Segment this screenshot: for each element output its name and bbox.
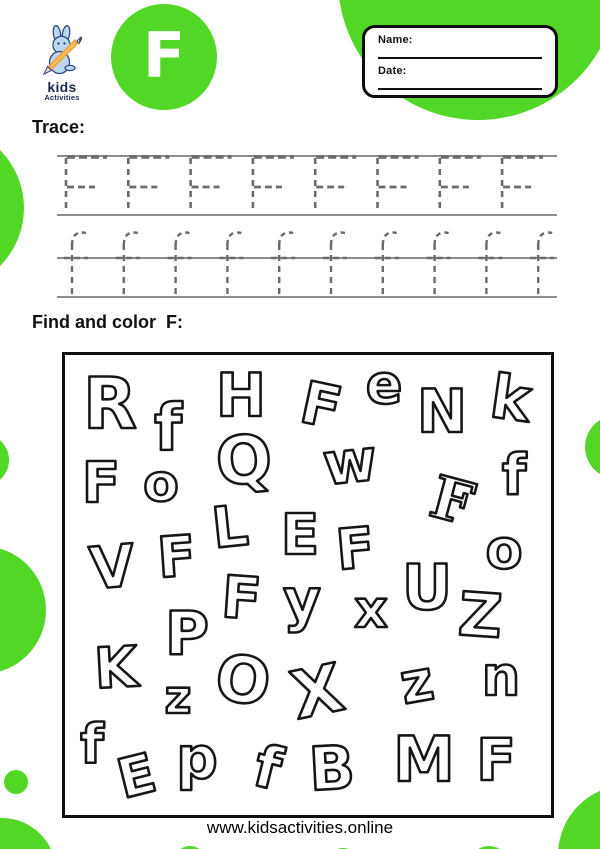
- puzzle-letter-k[interactable]: k: [486, 361, 536, 437]
- puzzle-letter-e[interactable]: e: [365, 355, 403, 416]
- puzzle-letter-f[interactable]: f: [501, 443, 527, 508]
- puzzle-letter-N[interactable]: N: [416, 377, 468, 447]
- puzzle-letter-F[interactable]: F: [476, 726, 516, 794]
- trace-letter-f[interactable]: [168, 233, 192, 296]
- trace-letter-f[interactable]: [116, 233, 140, 296]
- puzzle-letter-U[interactable]: U: [401, 551, 453, 624]
- puzzle-letter-p[interactable]: p: [176, 724, 218, 792]
- trace-letter-f[interactable]: [323, 233, 347, 296]
- decorative-green-circle: [0, 434, 9, 486]
- name-label: Name:: [378, 34, 413, 46]
- puzzle-letter-O[interactable]: O: [210, 640, 276, 722]
- trace-letter-F[interactable]: [128, 157, 169, 213]
- puzzle-letter-E[interactable]: E: [111, 741, 163, 812]
- letter-search-box: [62, 352, 554, 818]
- puzzle-letter-L[interactable]: L: [208, 493, 252, 562]
- trace-letter-f[interactable]: [375, 233, 399, 296]
- badge-letter: F: [142, 18, 186, 92]
- decorative-green-circle: [558, 785, 600, 849]
- puzzle-letter-F[interactable]: F: [423, 462, 481, 539]
- trace-letter-F[interactable]: [253, 157, 294, 213]
- puzzle-letter-w[interactable]: w: [319, 425, 381, 499]
- trace-letter-f[interactable]: [271, 233, 295, 296]
- trace-letter-F[interactable]: [315, 157, 356, 213]
- scattered-letters: [65, 355, 551, 815]
- puzzle-letter-K[interactable]: K: [92, 634, 140, 703]
- puzzle-letter-B[interactable]: B: [307, 732, 357, 806]
- puzzle-letter-z[interactable]: z: [164, 670, 192, 724]
- puzzle-letter-y[interactable]: y: [283, 566, 321, 634]
- name-date-box: [362, 25, 558, 98]
- trace-letter-F[interactable]: [191, 157, 232, 213]
- trace-letter-F[interactable]: [378, 157, 419, 213]
- trace-rows[interactable]: [0, 145, 600, 305]
- puzzle-letter-o[interactable]: o: [143, 454, 179, 514]
- trace-letter-f[interactable]: [219, 233, 243, 296]
- website-url: www.kidsactivities.online: [206, 818, 394, 837]
- puzzle-letter-X[interactable]: X: [284, 649, 351, 735]
- trace-letter-F[interactable]: [440, 157, 481, 213]
- puzzle-letter-Z[interactable]: Z: [456, 579, 505, 653]
- puzzle-letter-z[interactable]: z: [395, 647, 439, 718]
- name-line[interactable]: [378, 57, 542, 59]
- date-label: Date:: [378, 65, 407, 77]
- bunny-pencil-logo-icon: [36, 24, 88, 76]
- puzzle-letter-F[interactable]: F: [333, 515, 378, 584]
- date-line[interactable]: [378, 88, 542, 90]
- puzzle-letter-F[interactable]: F: [219, 562, 264, 634]
- find-and-color-heading: Find and color F:: [32, 312, 183, 332]
- puzzle-letter-n[interactable]: n: [481, 645, 521, 708]
- trace-letter-f[interactable]: [427, 233, 451, 296]
- puzzle-letter-o[interactable]: o: [485, 518, 523, 581]
- puzzle-letter-F[interactable]: F: [81, 451, 121, 516]
- puzzle-letter-f[interactable]: f: [247, 731, 289, 804]
- trace-heading: Trace:: [32, 117, 86, 137]
- trace-letter-f[interactable]: [64, 233, 88, 296]
- decorative-green-circle: [4, 770, 28, 794]
- puzzle-letter-P[interactable]: P: [165, 599, 209, 669]
- puzzle-letter-E[interactable]: E: [280, 503, 320, 568]
- puzzle-letter-Q[interactable]: Q: [212, 419, 276, 502]
- puzzle-letter-M[interactable]: M: [393, 723, 455, 796]
- letter-badge: [111, 4, 217, 110]
- puzzle-letter-H[interactable]: H: [215, 361, 267, 431]
- puzzle-letter-x[interactable]: x: [354, 580, 388, 640]
- trace-letter-f[interactable]: [478, 233, 502, 296]
- puzzle-letter-f[interactable]: f: [80, 713, 104, 776]
- decorative-green-circle: [0, 546, 46, 674]
- trace-letter-F[interactable]: [66, 157, 107, 213]
- kids-activities-logo: [32, 24, 92, 102]
- trace-letter-F[interactable]: [502, 157, 543, 213]
- puzzle-letter-F[interactable]: F: [294, 368, 348, 443]
- puzzle-letter-V[interactable]: V: [86, 531, 138, 603]
- logo-text-activities: Activities: [44, 93, 80, 102]
- puzzle-letter-R[interactable]: R: [83, 363, 137, 445]
- decorative-green-circle: [585, 415, 600, 479]
- puzzle-letter-F[interactable]: F: [155, 523, 199, 592]
- trace-letter-f[interactable]: [530, 233, 554, 296]
- puzzle-letter-f[interactable]: f: [154, 392, 182, 466]
- logo-text-kids: kids: [47, 79, 77, 95]
